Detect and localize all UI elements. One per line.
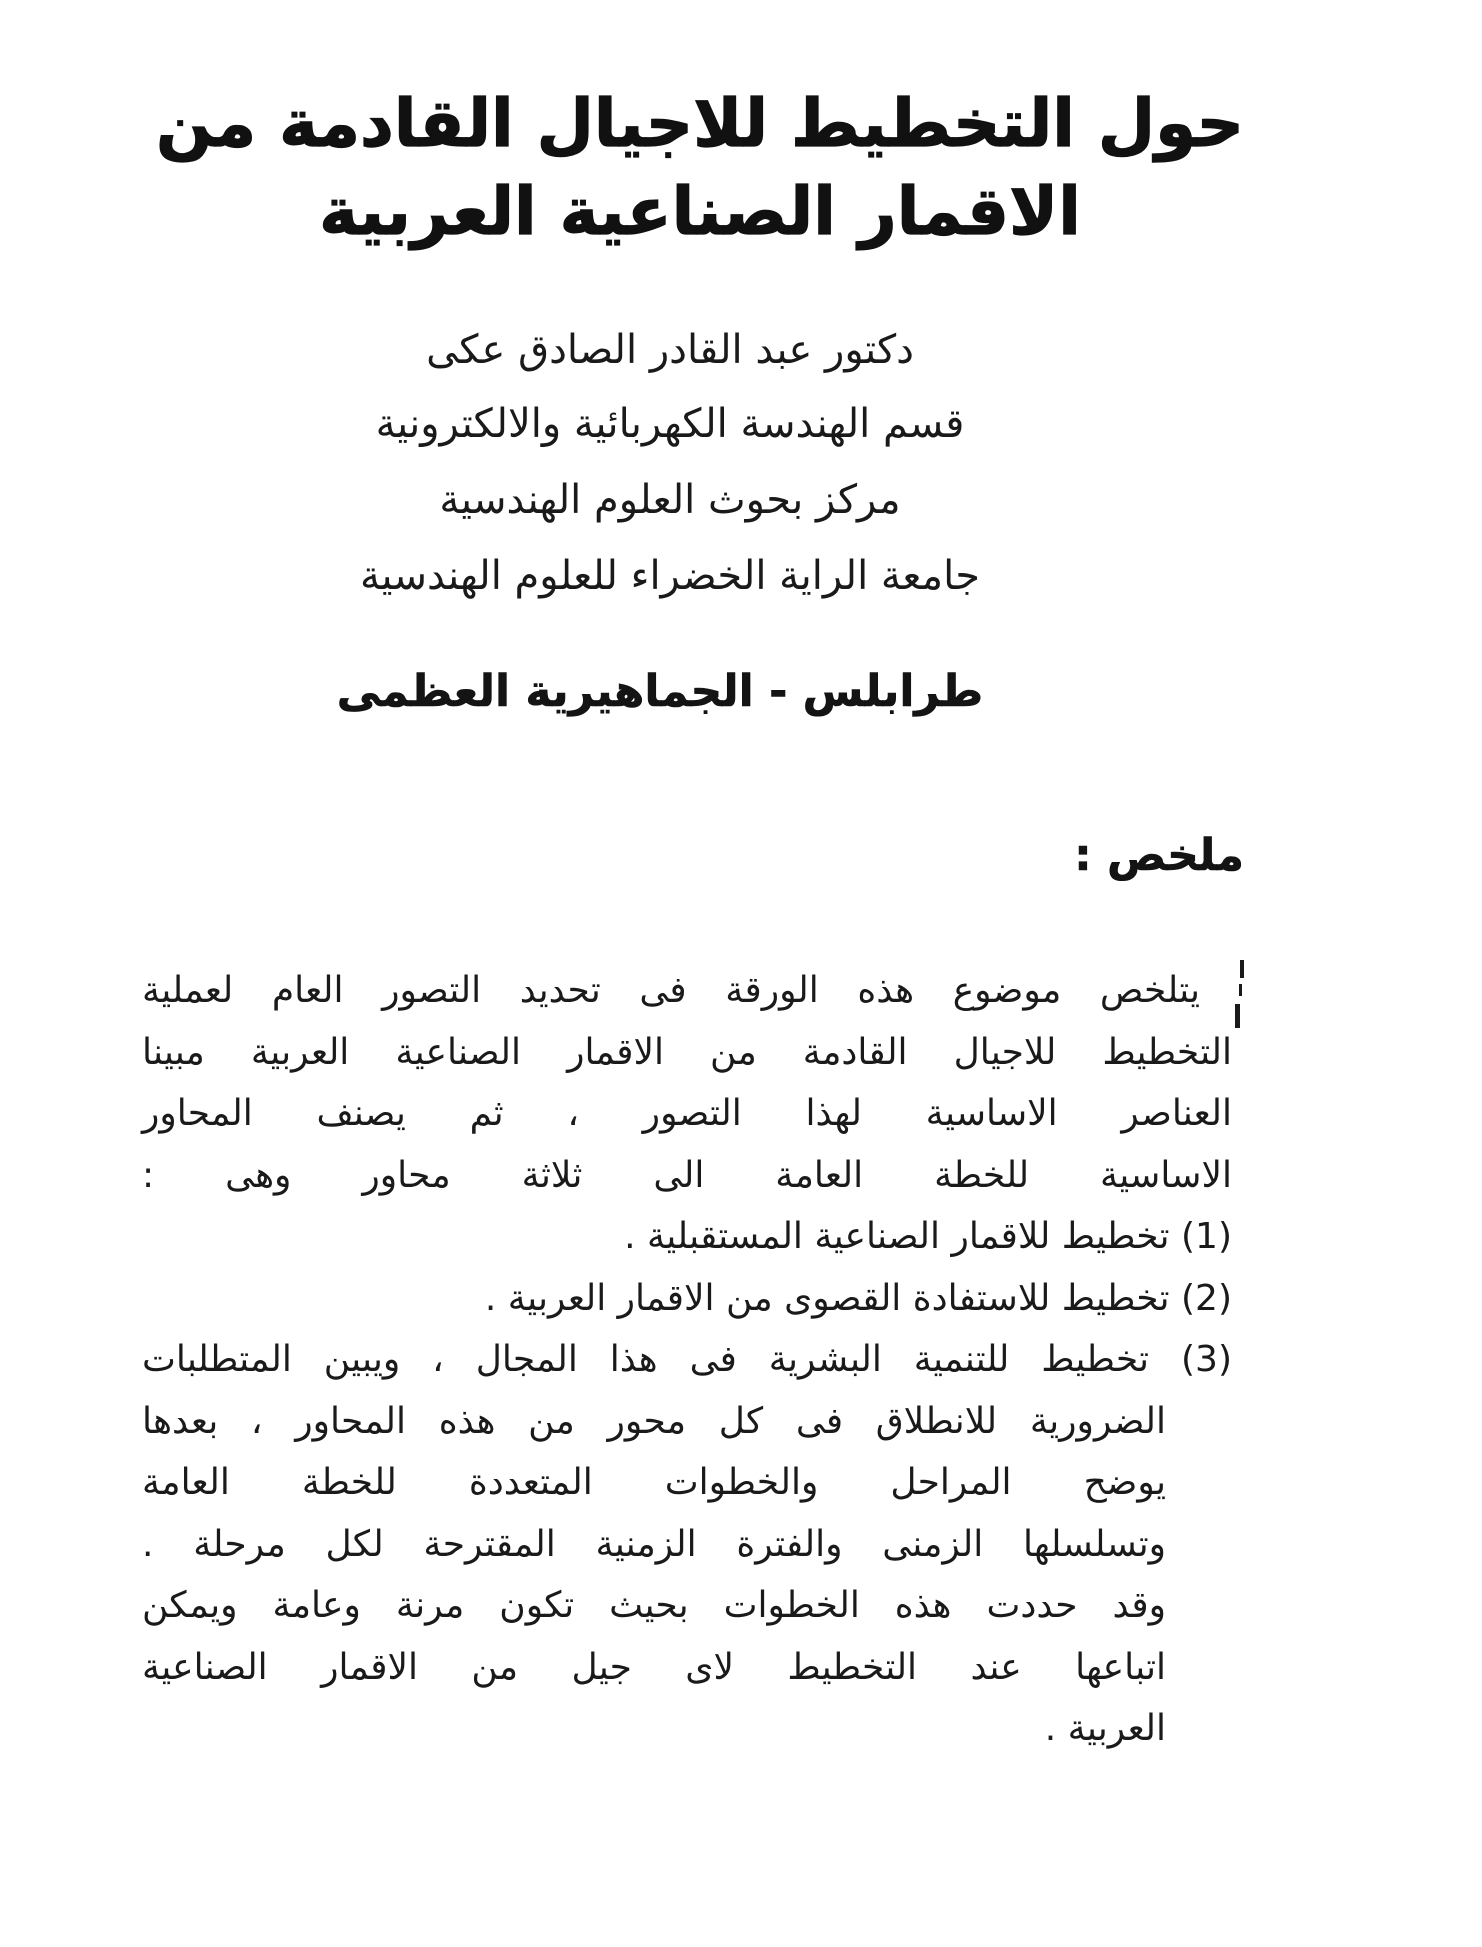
abstract-heading: ملخص : [1074,830,1244,881]
author-university: جامعة الراية الخضراء للعلوم الهندسية [359,553,981,599]
title-line-2: الاقمار الصناعية العربية [319,173,1081,250]
abstract-line: وقد حددت هذه الخطوات بحيث تكون مرنة وعامة ويمكن [142,1585,1166,1626]
abstract-line: التخطيط للاجيال القادمة من الاقمار الصناعية العربية مبينا [142,1031,1232,1073]
abstract-line: اتباعها عند التخطيط لاى جيل من الاقمار الصناعية [142,1646,1166,1688]
abstract-list-item-1: (1) تخطيط للاقمار الصناعية المستقبلية . [624,1216,1232,1257]
abstract-body [142,960,1232,1760]
abstract-line: يوضح المراحل والخطوات المتعددة للخطة العامة [142,1462,1166,1503]
abstract-list-item-2: (2) تخطيط للاستفادة القصوى من الاقمار العربية . [484,1277,1232,1319]
location: طرابلس - الجماهيرية العظمى [336,666,984,717]
author-department: قسم الهندسة الكهربائية والالكترونية [375,401,965,447]
abstract-line: الاساسية للخطة العامة الى ثلاثة محاور وهى : [142,1154,1232,1196]
abstract-line: الضرورية للانطلاق فى كل محور من هذه المحاور ، بعدها [142,1400,1166,1442]
author-name: دكتور عبد القادر الصادق عكى [426,327,914,373]
abstract-line: العناصر الاساسية لهذا التصور ، ثم يصنف المحاور [142,1093,1232,1134]
abstract-line: العربية . [1044,1708,1166,1749]
abstract-line: يتلخص موضوع هذه الورقة فى تحديد التصور العام لعملية [142,970,1200,1011]
abstract-line: وتسلسلها الزمنى والفترة الزمنية المقترحة لكل مرحلة . [142,1523,1166,1565]
abstract-list-item-3: (3) تخطيط للتنمية البشرية فى هذا المجال ، ويبين المتطلبات [142,1339,1232,1380]
scan-mark [1234,960,1244,1030]
title-line-1: حول التخطيط للاجيال القادمة من [155,85,1245,162]
author-center: مركز بحوث العلوم الهندسية [439,477,901,523]
